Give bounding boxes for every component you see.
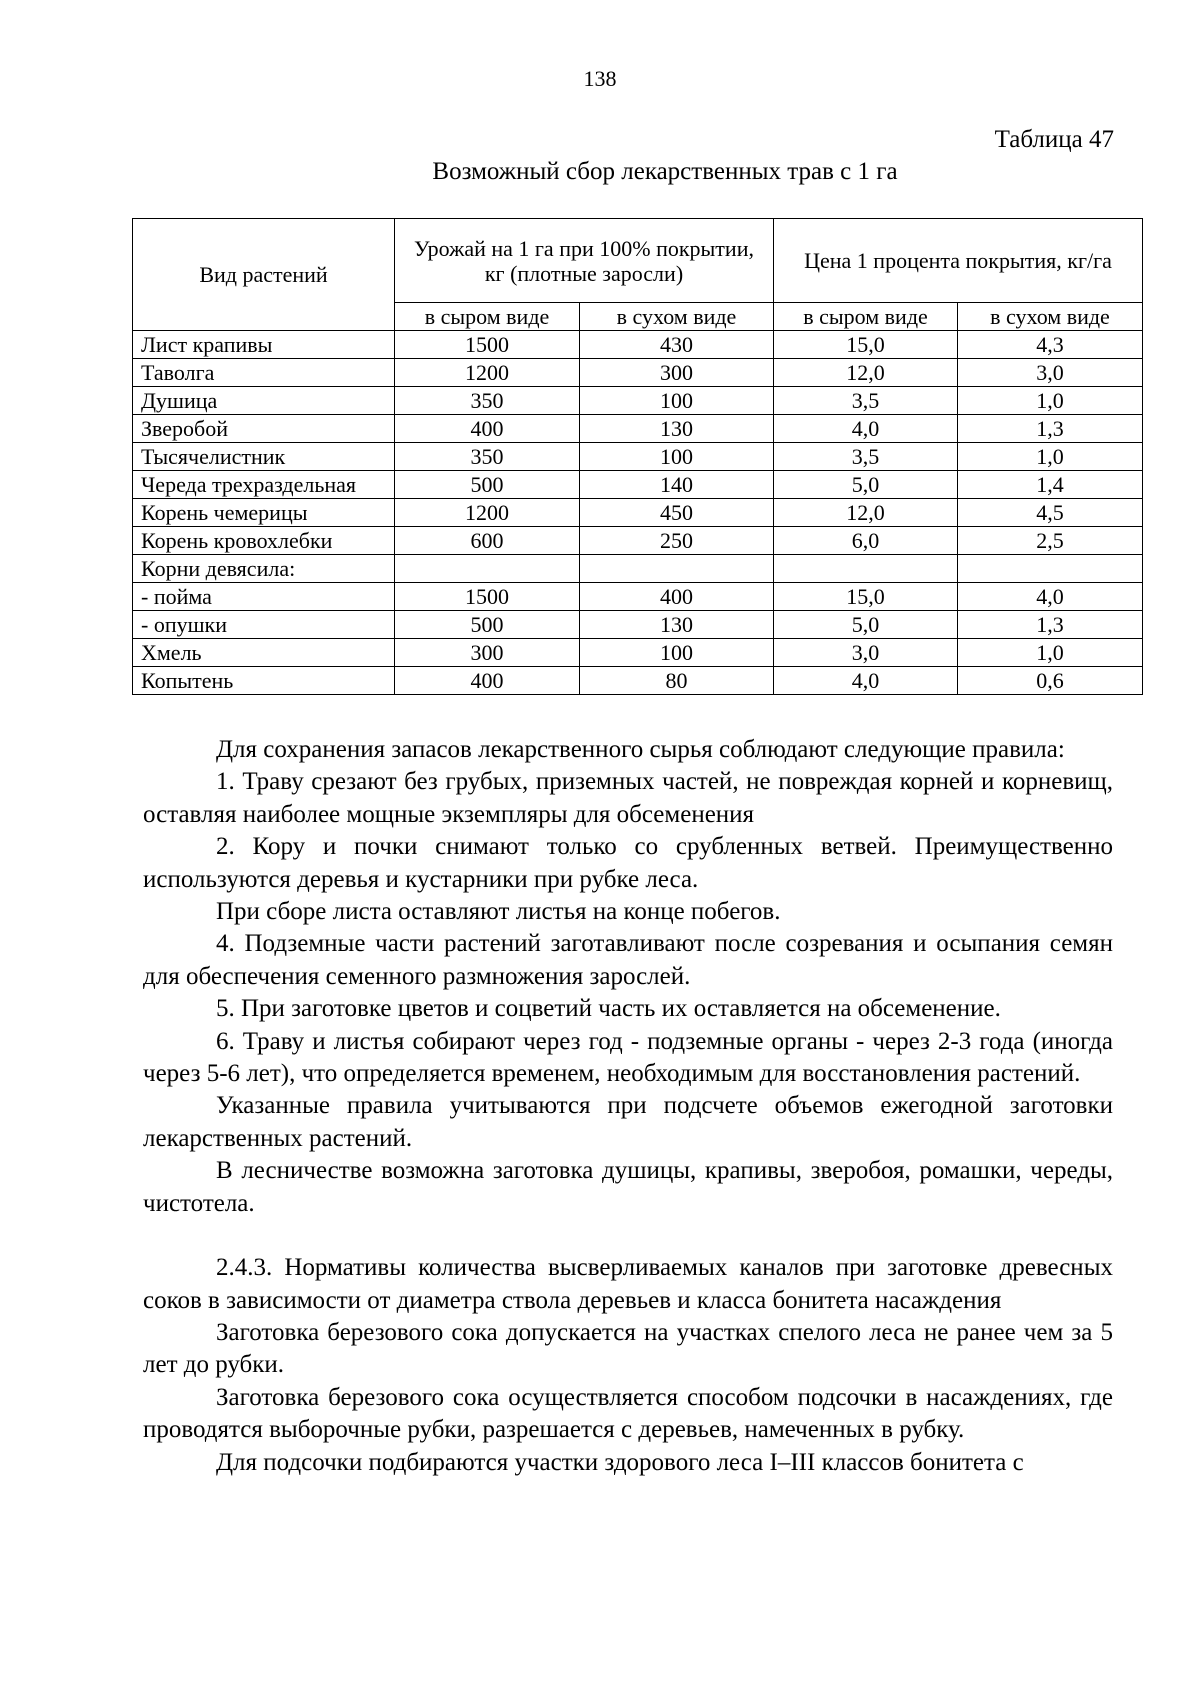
cell-value: 400 [580, 583, 774, 611]
table-row [133, 611, 1143, 639]
herbs-table [132, 218, 1143, 695]
cell-value: 300 [580, 359, 774, 387]
cell-value: 1500 [395, 583, 580, 611]
cell-value: 15,0 [774, 583, 958, 611]
cell-value: 1200 [395, 499, 580, 527]
cell-value: 400 [395, 415, 580, 443]
page-number: 138 [583, 66, 617, 91]
cell-value: 350 [395, 443, 580, 471]
cell-value [958, 555, 1143, 583]
cell-value: 100 [580, 639, 774, 667]
header-yield-dry: в сухом виде [580, 303, 774, 331]
table-row [133, 499, 1143, 527]
cell-value: 1,4 [958, 471, 1143, 499]
paragraph: 1. Траву срезают без грубых, приземных частей, не повреждая корней и корневищ, оставляя наиболее мощные экземпляры для обсеменения [143, 768, 1113, 828]
cell-value: 450 [580, 499, 774, 527]
table-label: Таблица 47 [994, 126, 1114, 153]
cell-value: 4,0 [774, 667, 958, 695]
cell-species: - пойма [133, 583, 395, 611]
table-row [133, 667, 1143, 695]
paragraph: 6. Траву и листья собирают через год - подземные органы - через 2-3 года (иногда через 5-6 лет), что определяется временем, необходимым для восстановления растений. [143, 1027, 1113, 1088]
cell-value [395, 555, 580, 583]
cell-value [774, 555, 958, 583]
cell-value: 3,0 [958, 359, 1143, 387]
cell-species: Корень чемерицы [133, 499, 395, 527]
table-row [133, 359, 1143, 387]
paragraph: Для сохранения запасов лекарственного сырья соблюдают следующие правила: [216, 736, 1065, 763]
table-row [133, 387, 1143, 415]
paragraph: 4. Подземные части растений заготавливают после созревания и осыпания семян для обеспечения семенного размножения зарослей. [143, 930, 1113, 990]
cell-value: 300 [395, 639, 580, 667]
cell-value: 1,3 [958, 415, 1143, 443]
paragraph: При сборе листа оставляют листья на конце побегов. [216, 898, 781, 926]
cell-value: 1,0 [958, 387, 1143, 415]
cell-value: 400 [395, 667, 580, 695]
cell-value: 12,0 [774, 499, 958, 527]
cell-value: 1,3 [958, 611, 1143, 639]
header-species: Вид растений [133, 219, 395, 331]
cell-species: Копытень [133, 667, 395, 695]
header-price: Цена 1 процента покрытия, кг/га [774, 219, 1143, 303]
cell-species: Таволга [133, 359, 395, 387]
cell-species: Тысячелистник [133, 443, 395, 471]
cell-species: Корни девясила: [133, 555, 395, 583]
table-row [133, 331, 1143, 359]
cell-value: 12,0 [774, 359, 958, 387]
cell-value: 0,6 [958, 667, 1143, 695]
cell-value: 350 [395, 387, 580, 415]
table-row [133, 527, 1143, 555]
paragraph: В лесничестве возможна заготовка душицы, крапивы, зверобоя, ромашки, череды, чистотела. [143, 1157, 1113, 1217]
cell-value: 3,5 [774, 387, 958, 415]
cell-value: 4,3 [958, 331, 1143, 359]
cell-species: Хмель [133, 639, 395, 667]
cell-value [580, 555, 774, 583]
cell-value: 130 [580, 611, 774, 639]
table-row [133, 555, 1143, 583]
table-row [133, 443, 1143, 471]
cell-value: 4,0 [774, 415, 958, 443]
table-row [133, 471, 1143, 499]
cell-value: 3,0 [774, 639, 958, 667]
cell-species: - опушки [133, 611, 395, 639]
cell-value: 4,0 [958, 583, 1143, 611]
cell-value: 430 [580, 331, 774, 359]
cell-value: 5,0 [774, 611, 958, 639]
cell-value: 130 [580, 415, 774, 443]
body-text [143, 734, 1113, 1479]
cell-value: 80 [580, 667, 774, 695]
cell-value: 140 [580, 471, 774, 499]
cell-value: 500 [395, 611, 580, 639]
table-row [133, 583, 1143, 611]
cell-species: Корень кровохлебки [133, 527, 395, 555]
cell-value: 100 [580, 443, 774, 471]
paragraph: 5. При заготовке цветов и соцветий часть их оставляется на обсеменение. [216, 995, 1001, 1023]
cell-value: 250 [580, 527, 774, 555]
cell-value: 1,0 [958, 639, 1143, 667]
cell-value: 2,5 [958, 527, 1143, 555]
cell-species: Череда трехраздельная [133, 471, 395, 499]
table-row [133, 415, 1143, 443]
paragraph: 2. Кору и почки снимают только со срубленных ветвей. Преимущественно используются деревья и кустарники при рубке леса. [143, 833, 1113, 893]
header-yield: Урожай на 1 га при 100% покрытии, кг (плотные заросли) [395, 219, 774, 303]
cell-value: 1,0 [958, 443, 1143, 471]
cell-species: Лист крапивы [133, 331, 395, 359]
cell-value: 100 [580, 387, 774, 415]
cell-value: 6,0 [774, 527, 958, 555]
cell-value: 1500 [395, 331, 580, 359]
table-row [133, 639, 1143, 667]
table-body [133, 331, 1143, 695]
cell-value: 3,5 [774, 443, 958, 471]
header-price-dry: в сухом виде [958, 303, 1143, 331]
paragraph: Заготовка березового сока допускается на участках спелого леса не ранее чем за 5 лет до рубки. [143, 1318, 1113, 1379]
section-heading: 2.4.3. Нормативы количества высверливаемых каналов при заготовке древесных соков в зависимости от диаметра ствола деревьев и класса бонитета насаждения [143, 1254, 1113, 1314]
table-title: Возможный сбор лекарственных трав с 1 га [432, 158, 898, 185]
cell-value: 5,0 [774, 471, 958, 499]
paragraph: Для подсочки подбираются участки здорового леса I–III классов бонитета с [216, 1448, 1024, 1476]
cell-value: 4,5 [958, 499, 1143, 527]
cell-value: 1200 [395, 359, 580, 387]
cell-value: 500 [395, 471, 580, 499]
header-price-raw: в сыром виде [774, 303, 958, 331]
paragraph: Указанные правила учитываются при подсчете объемов ежегодной заготовки лекарственных растений. [143, 1092, 1113, 1152]
cell-value: 15,0 [774, 331, 958, 359]
header-yield-raw: в сыром виде [395, 303, 580, 331]
cell-species: Зверобой [133, 415, 395, 443]
paragraph: Заготовка березового сока осуществляется способом подсочки в насаждениях, где проводятся выборочные рубки, разрешается с деревьев, намеченных в рубку. [143, 1383, 1113, 1444]
cell-species: Душица [133, 387, 395, 415]
cell-value: 600 [395, 527, 580, 555]
